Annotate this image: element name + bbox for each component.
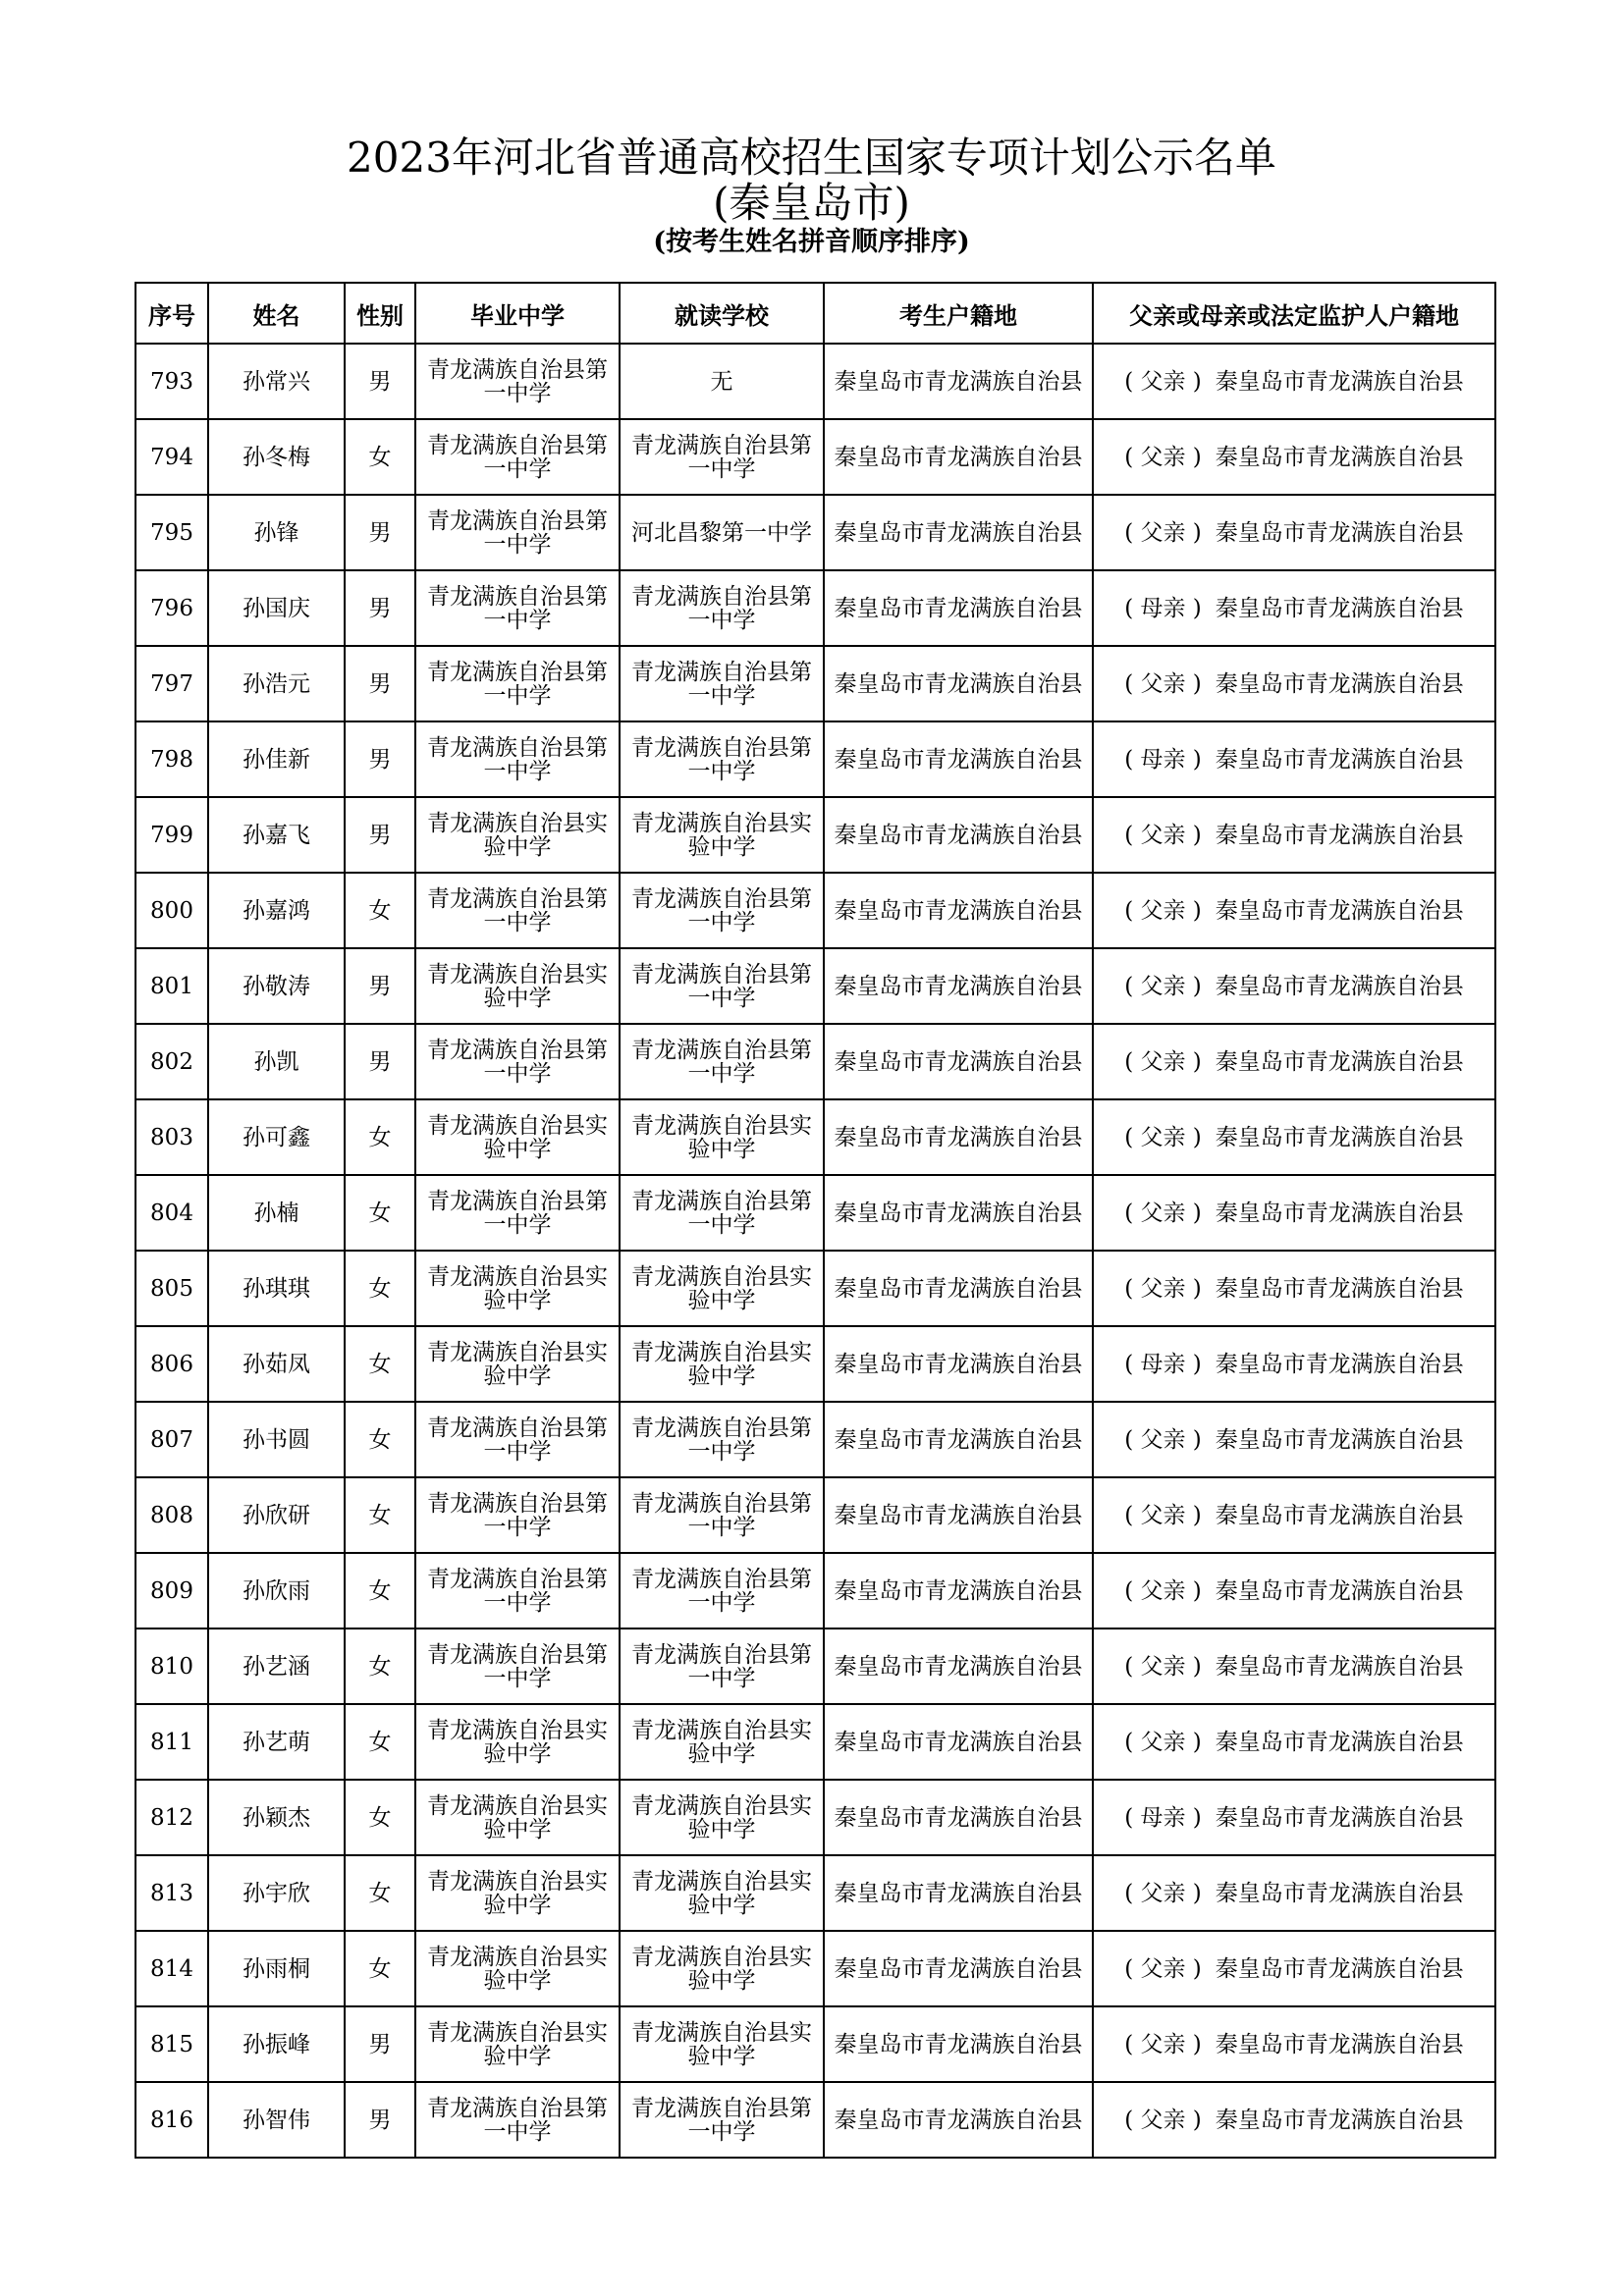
cell-student-hukou: 秦皇岛市青龙满族自治县 (824, 1326, 1093, 1402)
cell-graduation-school: 青龙满族自治县第一中学 (415, 2082, 620, 2158)
cell-guardian-hukou (1093, 948, 1495, 1024)
table-row (135, 1402, 1495, 1477)
guardian-relation: ( 父亲 ) (1124, 1729, 1202, 1755)
table-row (135, 1855, 1495, 1931)
cell-name: 孙嘉鸿 (208, 873, 345, 948)
table-row (135, 2006, 1495, 2082)
table-row (135, 873, 1495, 948)
guardian-relation: ( 父亲 ) (1124, 1955, 1202, 1982)
cell-name: 孙锋 (208, 495, 345, 570)
table-row (135, 495, 1495, 570)
cell-guardian-hukou (1093, 646, 1495, 721)
cell-number: 813 (135, 1855, 208, 1931)
table-row (135, 1629, 1495, 1704)
cell-current-school: 河北昌黎第一中学 (620, 495, 824, 570)
guardian-place: 秦皇岛市青龙满族自治县 (1215, 1275, 1464, 1302)
cell-guardian-hukou (1093, 797, 1495, 873)
cell-gender: 女 (345, 1704, 415, 1780)
cell-guardian-hukou (1093, 1175, 1495, 1251)
cell-name: 孙琪琪 (208, 1251, 345, 1326)
guardian-relation: ( 父亲 ) (1124, 1200, 1202, 1226)
cell-gender: 女 (345, 1780, 415, 1855)
table-row (135, 419, 1495, 495)
guardian-relation: ( 母亲 ) (1124, 746, 1202, 773)
table-row (135, 344, 1495, 419)
cell-gender: 女 (345, 1326, 415, 1402)
cell-number: 802 (135, 1024, 208, 1099)
cell-number: 797 (135, 646, 208, 721)
header-current-school: 就读学校 (620, 283, 824, 344)
document-subtitle-city: (秦皇岛市) (713, 179, 910, 227)
cell-number: 793 (135, 344, 208, 419)
guardian-place: 秦皇岛市青龙满族自治县 (1215, 897, 1464, 924)
cell-number: 815 (135, 2006, 208, 2082)
cell-graduation-school: 青龙满族自治县实验中学 (415, 2006, 620, 2082)
table-row (135, 948, 1495, 1024)
cell-graduation-school: 青龙满族自治县实验中学 (415, 1780, 620, 1855)
cell-name: 孙艺涵 (208, 1629, 345, 1704)
guardian-relation: ( 父亲 ) (1124, 2031, 1202, 2057)
cell-graduation-school: 青龙满族自治县实验中学 (415, 1931, 620, 2006)
cell-guardian-hukou (1093, 1704, 1495, 1780)
header-student-hukou: 考生户籍地 (824, 283, 1093, 344)
cell-graduation-school: 青龙满族自治县第一中学 (415, 1402, 620, 1477)
guardian-relation: ( 父亲 ) (1124, 670, 1202, 697)
guardian-place: 秦皇岛市青龙满族自治县 (1215, 2031, 1464, 2057)
header-gender: 性别 (345, 283, 415, 344)
cell-student-hukou: 秦皇岛市青龙满族自治县 (824, 1931, 1093, 2006)
cell-graduation-school: 青龙满族自治县第一中学 (415, 1629, 620, 1704)
header-row (135, 283, 1495, 344)
cell-gender: 男 (345, 948, 415, 1024)
cell-number: 803 (135, 1099, 208, 1175)
guardian-relation: ( 母亲 ) (1124, 595, 1202, 621)
cell-number: 807 (135, 1402, 208, 1477)
cell-guardian-hukou (1093, 1553, 1495, 1629)
cell-number: 796 (135, 570, 208, 646)
cell-graduation-school: 青龙满族自治县第一中学 (415, 1553, 620, 1629)
table-row (135, 1780, 1495, 1855)
cell-graduation-school: 青龙满族自治县第一中学 (415, 1477, 620, 1553)
table-row (135, 1175, 1495, 1251)
cell-gender: 女 (345, 1402, 415, 1477)
cell-current-school: 青龙满族自治县第一中学 (620, 1477, 824, 1553)
guardian-relation: ( 父亲 ) (1124, 2107, 1202, 2133)
cell-graduation-school: 青龙满族自治县第一中学 (415, 344, 620, 419)
table-row (135, 570, 1495, 646)
cell-graduation-school: 青龙满族自治县实验中学 (415, 1251, 620, 1326)
table-row (135, 1251, 1495, 1326)
cell-guardian-hukou (1093, 1402, 1495, 1477)
guardian-place: 秦皇岛市青龙满族自治县 (1215, 368, 1464, 395)
cell-gender: 女 (345, 873, 415, 948)
cell-student-hukou: 秦皇岛市青龙满族自治县 (824, 1704, 1093, 1780)
cell-guardian-hukou (1093, 1099, 1495, 1175)
guardian-relation: ( 母亲 ) (1124, 1804, 1202, 1831)
table-row (135, 1477, 1495, 1553)
cell-student-hukou: 秦皇岛市青龙满族自治县 (824, 1402, 1093, 1477)
cell-guardian-hukou (1093, 2006, 1495, 2082)
cell-graduation-school: 青龙满族自治县第一中学 (415, 495, 620, 570)
guardian-relation: ( 父亲 ) (1124, 368, 1202, 395)
cell-student-hukou: 秦皇岛市青龙满族自治县 (824, 2082, 1093, 2158)
cell-number: 801 (135, 948, 208, 1024)
cell-name: 孙颖杰 (208, 1780, 345, 1855)
cell-guardian-hukou (1093, 1024, 1495, 1099)
cell-name: 孙冬梅 (208, 419, 345, 495)
cell-student-hukou: 秦皇岛市青龙满族自治县 (824, 1477, 1093, 1553)
guardian-place: 秦皇岛市青龙满族自治县 (1215, 973, 1464, 999)
cell-number: 794 (135, 419, 208, 495)
guardian-relation: ( 父亲 ) (1124, 897, 1202, 924)
cell-student-hukou: 秦皇岛市青龙满族自治县 (824, 570, 1093, 646)
cell-name: 孙书圆 (208, 1402, 345, 1477)
table-row (135, 1326, 1495, 1402)
cell-name: 孙雨桐 (208, 1931, 345, 2006)
cell-current-school: 青龙满族自治县第一中学 (620, 721, 824, 797)
cell-guardian-hukou (1093, 1780, 1495, 1855)
cell-gender: 男 (345, 2082, 415, 2158)
cell-guardian-hukou (1093, 570, 1495, 646)
header-guardian-hukou: 父亲或母亲或法定监护人户籍地 (1093, 283, 1495, 344)
cell-current-school: 青龙满族自治县第一中学 (620, 2082, 824, 2158)
cell-graduation-school: 青龙满族自治县实验中学 (415, 1326, 620, 1402)
cell-graduation-school: 青龙满族自治县第一中学 (415, 570, 620, 646)
cell-student-hukou: 秦皇岛市青龙满族自治县 (824, 2006, 1093, 2082)
cell-number: 816 (135, 2082, 208, 2158)
guardian-place: 秦皇岛市青龙满族自治县 (1215, 1880, 1464, 1906)
cell-name: 孙可鑫 (208, 1099, 345, 1175)
cell-number: 804 (135, 1175, 208, 1251)
cell-current-school: 青龙满族自治县实验中学 (620, 1931, 824, 2006)
cell-gender: 男 (345, 646, 415, 721)
cell-gender: 男 (345, 797, 415, 873)
table-row (135, 646, 1495, 721)
guardian-place: 秦皇岛市青龙满族自治县 (1215, 1577, 1464, 1604)
header-graduation-school: 毕业中学 (415, 283, 620, 344)
cell-current-school: 青龙满族自治县第一中学 (620, 948, 824, 1024)
guardian-place: 秦皇岛市青龙满族自治县 (1215, 1200, 1464, 1226)
cell-name: 孙欣研 (208, 1477, 345, 1553)
table-row (135, 1024, 1495, 1099)
cell-name: 孙艺萌 (208, 1704, 345, 1780)
cell-number: 812 (135, 1780, 208, 1855)
table-row (135, 721, 1495, 797)
cell-current-school: 青龙满族自治县实验中学 (620, 797, 824, 873)
guardian-place: 秦皇岛市青龙满族自治县 (1215, 1124, 1464, 1150)
cell-student-hukou: 秦皇岛市青龙满族自治县 (824, 1099, 1093, 1175)
guardian-place: 秦皇岛市青龙满族自治县 (1215, 1351, 1464, 1377)
cell-student-hukou: 秦皇岛市青龙满族自治县 (824, 1553, 1093, 1629)
guardian-relation: ( 父亲 ) (1124, 1502, 1202, 1528)
cell-current-school: 青龙满族自治县第一中学 (620, 419, 824, 495)
cell-gender: 男 (345, 344, 415, 419)
document-title: 2023年河北省普通高校招生国家专项计划公示名单 (347, 133, 1276, 182)
cell-gender: 女 (345, 419, 415, 495)
cell-number: 795 (135, 495, 208, 570)
cell-current-school: 青龙满族自治县第一中学 (620, 646, 824, 721)
cell-number: 806 (135, 1326, 208, 1402)
cell-student-hukou: 秦皇岛市青龙满族自治县 (824, 1251, 1093, 1326)
cell-guardian-hukou (1093, 1629, 1495, 1704)
guardian-place: 秦皇岛市青龙满族自治县 (1215, 444, 1464, 470)
cell-number: 805 (135, 1251, 208, 1326)
cell-student-hukou: 秦皇岛市青龙满族自治县 (824, 646, 1093, 721)
cell-guardian-hukou (1093, 1477, 1495, 1553)
cell-graduation-school: 青龙满族自治县第一中学 (415, 1175, 620, 1251)
cell-student-hukou: 秦皇岛市青龙满族自治县 (824, 495, 1093, 570)
cell-number: 800 (135, 873, 208, 948)
table-row (135, 1099, 1495, 1175)
cell-current-school: 青龙满族自治县第一中学 (620, 570, 824, 646)
guardian-place: 秦皇岛市青龙满族自治县 (1215, 1804, 1464, 1831)
cell-guardian-hukou (1093, 721, 1495, 797)
cell-graduation-school: 青龙满族自治县实验中学 (415, 1704, 620, 1780)
guardian-relation: ( 父亲 ) (1124, 1880, 1202, 1906)
cell-number: 799 (135, 797, 208, 873)
cell-current-school: 青龙满族自治县第一中学 (620, 873, 824, 948)
cell-gender: 男 (345, 2006, 415, 2082)
cell-guardian-hukou (1093, 1855, 1495, 1931)
cell-graduation-school: 青龙满族自治县实验中学 (415, 1855, 620, 1931)
guardian-relation: ( 父亲 ) (1124, 1048, 1202, 1075)
cell-current-school: 青龙满族自治县实验中学 (620, 1855, 824, 1931)
cell-name: 孙浩元 (208, 646, 345, 721)
cell-graduation-school: 青龙满族自治县实验中学 (415, 797, 620, 873)
cell-gender: 男 (345, 570, 415, 646)
guardian-place: 秦皇岛市青龙满族自治县 (1215, 1653, 1464, 1680)
guardian-place: 秦皇岛市青龙满族自治县 (1215, 1729, 1464, 1755)
guardian-relation: ( 父亲 ) (1124, 822, 1202, 848)
guardian-relation: ( 父亲 ) (1124, 1275, 1202, 1302)
cell-current-school: 青龙满族自治县第一中学 (620, 1175, 824, 1251)
cell-current-school: 无 (620, 344, 824, 419)
table-row (135, 1704, 1495, 1780)
cell-gender: 女 (345, 1553, 415, 1629)
cell-gender: 男 (345, 495, 415, 570)
cell-student-hukou: 秦皇岛市青龙满族自治县 (824, 721, 1093, 797)
cell-name: 孙智伟 (208, 2082, 345, 2158)
cell-gender: 女 (345, 1477, 415, 1553)
cell-graduation-school: 青龙满族自治县第一中学 (415, 419, 620, 495)
cell-number: 810 (135, 1629, 208, 1704)
cell-gender: 女 (345, 1629, 415, 1704)
cell-graduation-school: 青龙满族自治县实验中学 (415, 948, 620, 1024)
cell-student-hukou: 秦皇岛市青龙满族自治县 (824, 419, 1093, 495)
cell-number: 798 (135, 721, 208, 797)
cell-student-hukou: 秦皇岛市青龙满族自治县 (824, 1855, 1093, 1931)
guardian-place: 秦皇岛市青龙满族自治县 (1215, 1502, 1464, 1528)
cell-guardian-hukou (1093, 1251, 1495, 1326)
header-number: 序号 (135, 283, 208, 344)
cell-student-hukou: 秦皇岛市青龙满族自治县 (824, 1629, 1093, 1704)
cell-student-hukou: 秦皇岛市青龙满族自治县 (824, 1780, 1093, 1855)
guardian-place: 秦皇岛市青龙满族自治县 (1215, 822, 1464, 848)
guardian-relation: ( 父亲 ) (1124, 444, 1202, 470)
cell-name: 孙嘉飞 (208, 797, 345, 873)
guardian-relation: ( 母亲 ) (1124, 1351, 1202, 1377)
cell-current-school: 青龙满族自治县实验中学 (620, 1099, 824, 1175)
cell-current-school: 青龙满族自治县实验中学 (620, 1326, 824, 1402)
cell-graduation-school: 青龙满族自治县实验中学 (415, 1099, 620, 1175)
cell-name: 孙敬涛 (208, 948, 345, 1024)
cell-student-hukou: 秦皇岛市青龙满族自治县 (824, 344, 1093, 419)
guardian-place: 秦皇岛市青龙满族自治县 (1215, 1048, 1464, 1075)
guardian-place: 秦皇岛市青龙满族自治县 (1215, 670, 1464, 697)
cell-guardian-hukou (1093, 495, 1495, 570)
cell-name: 孙楠 (208, 1175, 345, 1251)
cell-gender: 男 (345, 721, 415, 797)
cell-gender: 男 (345, 1024, 415, 1099)
cell-gender: 女 (345, 1175, 415, 1251)
cell-guardian-hukou (1093, 2082, 1495, 2158)
guardian-relation: ( 父亲 ) (1124, 1426, 1202, 1453)
table-row (135, 1553, 1495, 1629)
cell-student-hukou: 秦皇岛市青龙满族自治县 (824, 873, 1093, 948)
cell-current-school: 青龙满族自治县实验中学 (620, 1780, 824, 1855)
cell-gender: 女 (345, 1931, 415, 2006)
cell-number: 808 (135, 1477, 208, 1553)
cell-current-school: 青龙满族自治县第一中学 (620, 1024, 824, 1099)
cell-name: 孙茹凤 (208, 1326, 345, 1402)
guardian-relation: ( 父亲 ) (1124, 1124, 1202, 1150)
cell-number: 814 (135, 1931, 208, 2006)
cell-student-hukou: 秦皇岛市青龙满族自治县 (824, 1175, 1093, 1251)
cell-gender: 女 (345, 1855, 415, 1931)
cell-guardian-hukou (1093, 1326, 1495, 1402)
cell-name: 孙振峰 (208, 2006, 345, 2082)
cell-student-hukou: 秦皇岛市青龙满族自治县 (824, 1024, 1093, 1099)
cell-graduation-school: 青龙满族自治县第一中学 (415, 646, 620, 721)
cell-graduation-school: 青龙满族自治县第一中学 (415, 721, 620, 797)
cell-guardian-hukou (1093, 344, 1495, 419)
cell-guardian-hukou (1093, 1931, 1495, 2006)
table-row (135, 797, 1495, 873)
cell-gender: 女 (345, 1099, 415, 1175)
cell-name: 孙国庆 (208, 570, 345, 646)
cell-current-school: 青龙满族自治县第一中学 (620, 1553, 824, 1629)
table-row (135, 1931, 1495, 2006)
cell-student-hukou: 秦皇岛市青龙满族自治县 (824, 948, 1093, 1024)
cell-gender: 女 (345, 1251, 415, 1326)
cell-current-school: 青龙满族自治县实验中学 (620, 1704, 824, 1780)
cell-name: 孙凯 (208, 1024, 345, 1099)
cell-current-school: 青龙满族自治县第一中学 (620, 1629, 824, 1704)
guardian-place: 秦皇岛市青龙满族自治县 (1215, 1955, 1464, 1982)
cell-graduation-school: 青龙满族自治县第一中学 (415, 1024, 620, 1099)
header-name: 姓名 (208, 283, 345, 344)
guardian-relation: ( 父亲 ) (1124, 1653, 1202, 1680)
cell-guardian-hukou (1093, 419, 1495, 495)
guardian-place: 秦皇岛市青龙满族自治县 (1215, 2107, 1464, 2133)
cell-current-school: 青龙满族自治县实验中学 (620, 2006, 824, 2082)
cell-current-school: 青龙满族自治县第一中学 (620, 1402, 824, 1477)
cell-current-school: 青龙满族自治县实验中学 (620, 1251, 824, 1326)
cell-number: 809 (135, 1553, 208, 1629)
guardian-place: 秦皇岛市青龙满族自治县 (1215, 746, 1464, 773)
cell-number: 811 (135, 1704, 208, 1780)
guardian-relation: ( 父亲 ) (1124, 519, 1202, 546)
guardian-place: 秦皇岛市青龙满族自治县 (1215, 595, 1464, 621)
guardian-place: 秦皇岛市青龙满族自治县 (1215, 1426, 1464, 1453)
cell-guardian-hukou (1093, 873, 1495, 948)
cell-graduation-school: 青龙满族自治县第一中学 (415, 873, 620, 948)
roster-table (135, 282, 1496, 2159)
guardian-relation: ( 父亲 ) (1124, 1577, 1202, 1604)
cell-name: 孙常兴 (208, 344, 345, 419)
cell-name: 孙佳新 (208, 721, 345, 797)
document-sort-note: (按考生姓名拼音顺序排序) (653, 227, 970, 257)
guardian-place: 秦皇岛市青龙满族自治县 (1215, 519, 1464, 546)
table-row (135, 2082, 1495, 2158)
cell-student-hukou: 秦皇岛市青龙满族自治县 (824, 797, 1093, 873)
guardian-relation: ( 父亲 ) (1124, 973, 1202, 999)
cell-name: 孙欣雨 (208, 1553, 345, 1629)
cell-name: 孙宇欣 (208, 1855, 345, 1931)
